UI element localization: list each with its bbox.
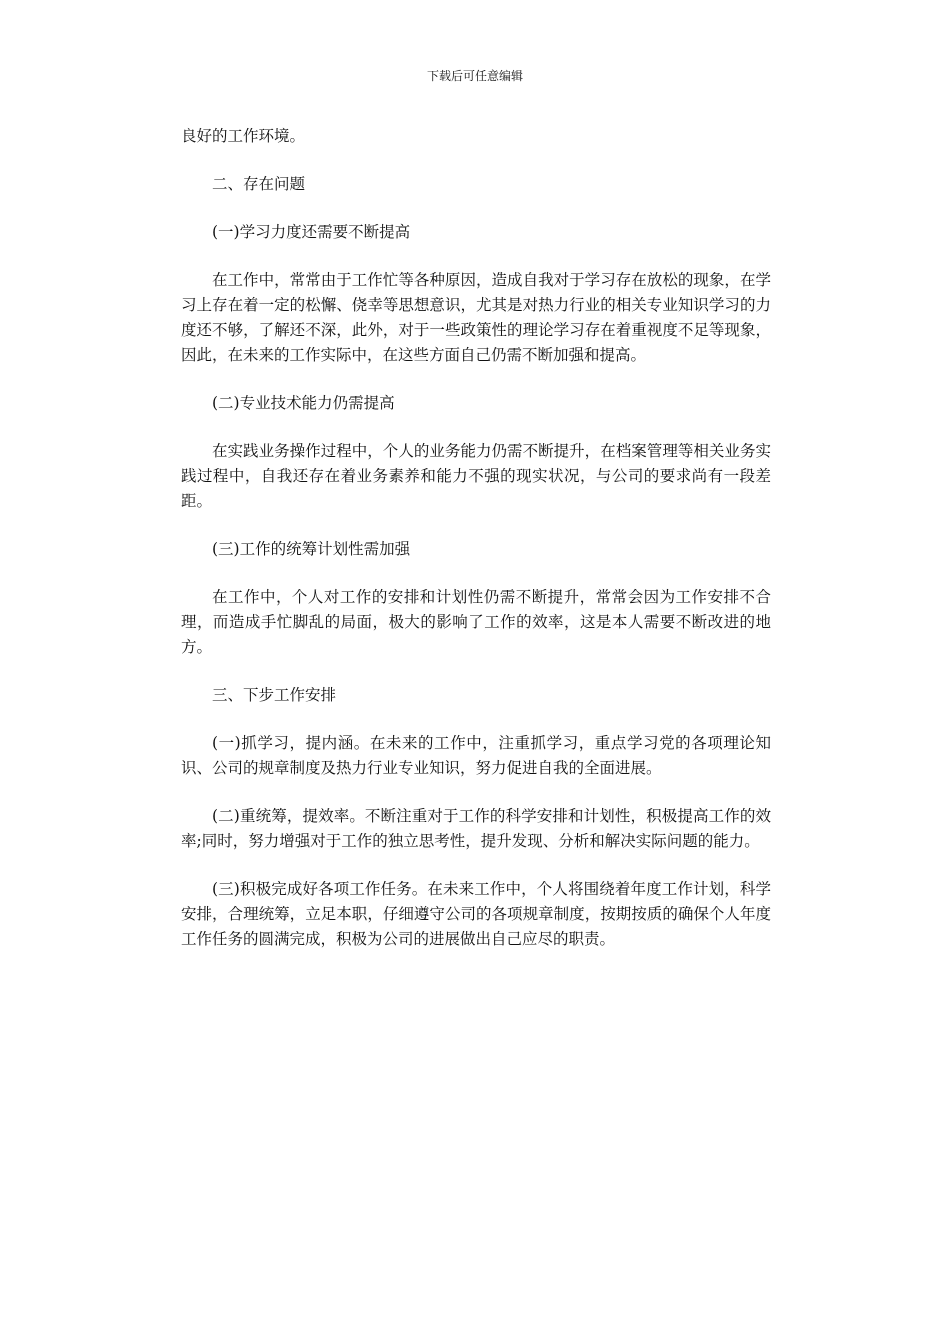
section-heading-problems: 二、存在问题 — [212, 175, 306, 193]
paragraph-next-study: (一)抓学习，提内涵。在未来的工作中，注重抓学习，重点学习党的各项理论知识、公司的规章制度及热力行业专业知识，努力促进自我的全面进展。 — [181, 734, 771, 777]
subheading-planning: (三)工作的统筹计划性需加强 — [212, 540, 411, 558]
paragraph-planning: 在工作中，个人对工作的安排和计划性仍需不断提升，常常会因为工作安排不合理，而造成手忙脚乱的局面，极大的影响了工作的效率，这是本人需要不断改进的地方。 — [181, 588, 771, 656]
subheading-study: (一)学习力度还需要不断提高 — [212, 223, 411, 241]
document-body — [181, 124, 771, 952]
paragraph-next-tasks: (三)积极完成好各项工作任务。在未来工作中，个人将围绕着年度工作计划，科学安排，合理统筹，立足本职，仔细遵守公司的各项规章制度，按期按质的确保个人年度工作任务的圆满完成，积极为公司的进展做出自己应尽的职责。 — [181, 880, 771, 948]
paragraph-skills: 在实践业务操作过程中，个人的业务能力仍需不断提升，在档案管理等相关业务实践过程中，自我还存在着业务素养和能力不强的现实状况，与公司的要求尚有一段差距。 — [181, 442, 771, 510]
paragraph-continuation: 良好的工作环境。 — [181, 127, 306, 145]
paragraph-next-efficiency: (二)重统筹，提效率。不断注重对于工作的科学安排和计划性，积极提高工作的效率;同时，努力增强对于工作的独立思考性，提升发现、分析和解决实际问题的能力。 — [181, 807, 771, 850]
page-header: 下载后可任意编辑 — [426, 69, 523, 83]
subheading-skills: (二)专业技术能力仍需提高 — [212, 394, 395, 412]
paragraph-study: 在工作中，常常由于工作忙等各种原因，造成自我对于学习存在放松的现象，在学习上存在着一定的松懈、侥幸等思想意识，尤其是对热力行业的相关专业知识学习的力度还不够，了解还不深，此外，对于一些政策性的理论学习存在着重视度不足等现象，因此，在未来的工作实际中，在这些方面自己仍需不断加强和提高。 — [181, 271, 771, 364]
section-heading-next-steps: 三、下步工作安排 — [212, 686, 337, 704]
